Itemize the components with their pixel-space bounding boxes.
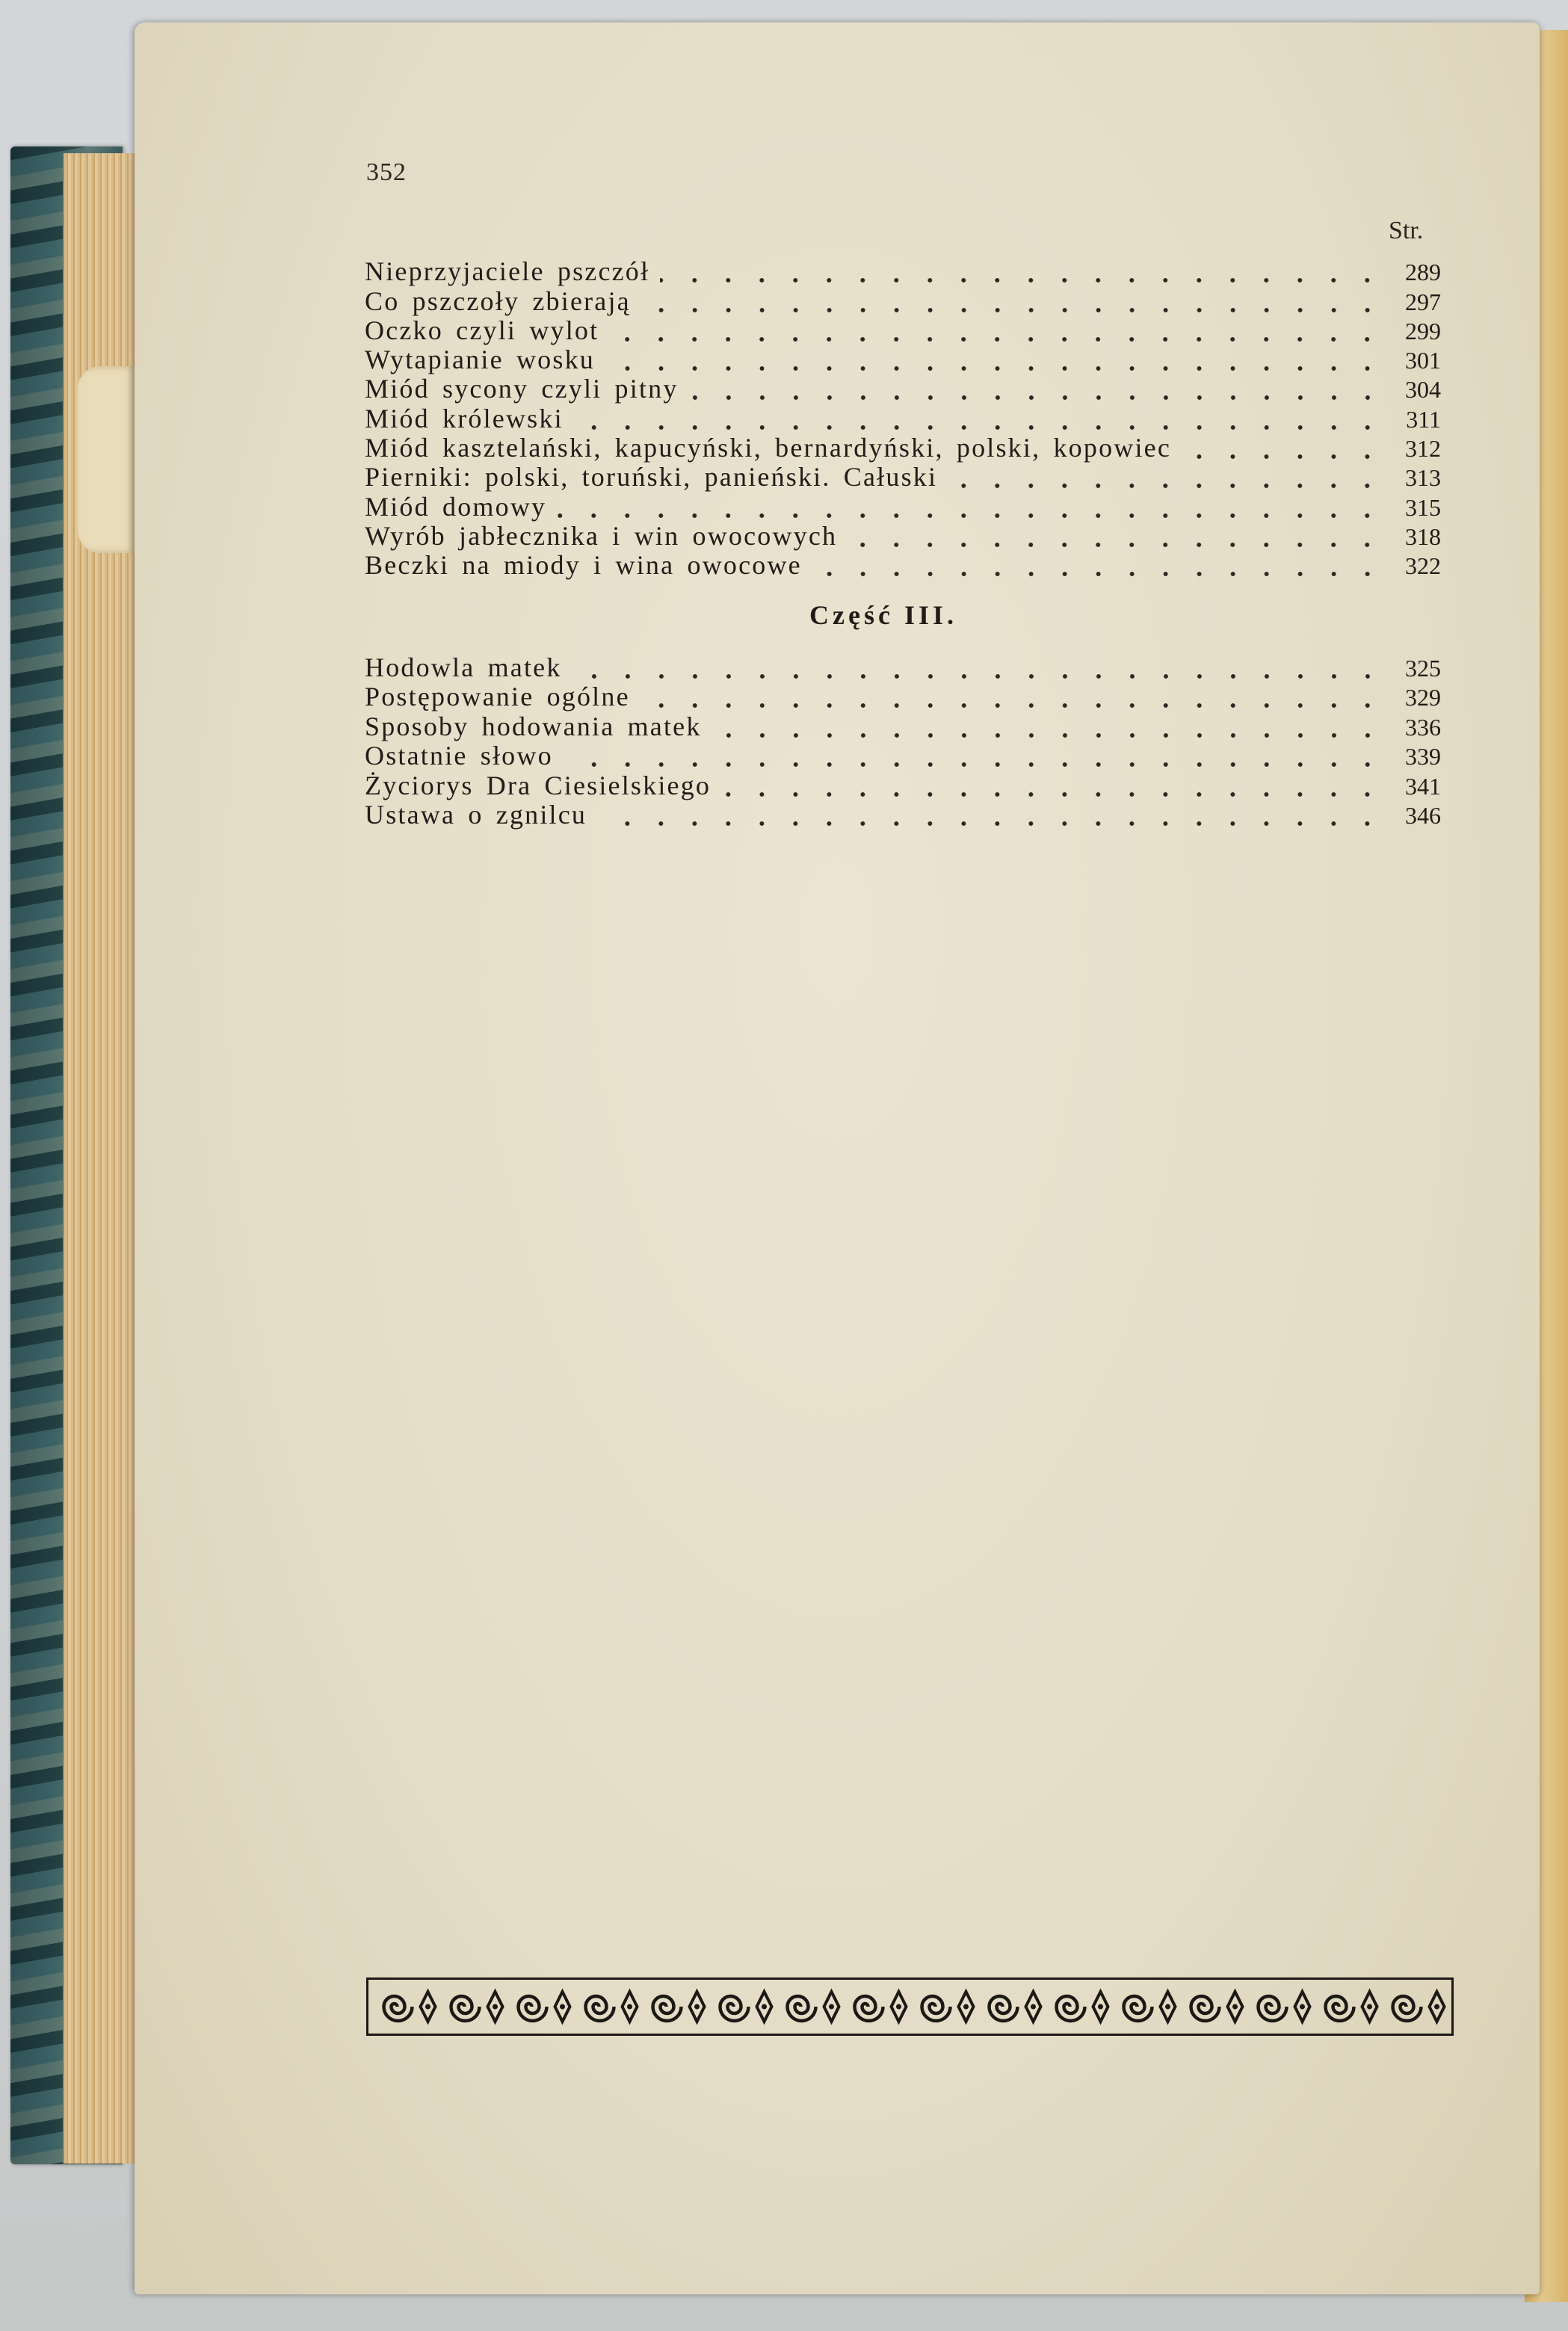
dot-leader: [848, 529, 1384, 549]
ornament-spiral: [1191, 1996, 1220, 2021]
toc-entry-page: 304: [1405, 376, 1441, 403]
ornament-dot: [896, 2004, 901, 2010]
dot-leader: [597, 808, 1384, 827]
dot-leader: [641, 294, 1384, 314]
toc-entry-page: 313: [1405, 464, 1441, 491]
dot-leader: [812, 558, 1384, 578]
toc-entry-title: Miód sycony czyli pitny: [365, 374, 679, 404]
toc-entry: [365, 461, 1441, 491]
toc-entry: [365, 403, 1441, 433]
dot-leader: [689, 382, 1384, 401]
toc-entry-page: 301: [1405, 347, 1441, 374]
toc-entry: [365, 491, 1441, 521]
toc-entry: [365, 256, 1441, 285]
toc-entry: [365, 681, 1441, 711]
toc-entry: [365, 315, 1441, 345]
toc-entry-page: 329: [1405, 684, 1441, 711]
toc-entry-page: 322: [1405, 552, 1441, 579]
toc-entry-page: 336: [1405, 714, 1441, 741]
toc-entry-title: Ustawa o zgnilcu: [365, 800, 587, 830]
ornament-spiral: [990, 1996, 1018, 2021]
toc-entry-title: Miód domowy: [365, 492, 547, 522]
ornament-spiral: [1326, 1996, 1354, 2021]
ornament-spiral: [1057, 1996, 1085, 2021]
toc-entry-title: Nieprzyjaciele pszczół: [365, 256, 650, 286]
toc-entry-title: Hodowla matek: [365, 652, 562, 682]
toc-entry-title: Pierniki: polski, toruński, panieński. Całuski: [365, 462, 938, 492]
toc-entry: [365, 344, 1441, 374]
dot-leader: [948, 470, 1384, 490]
toc-entry-title: Sposoby hodowania matek: [365, 711, 702, 741]
ornament-spiral: [653, 1996, 682, 2021]
toc-entry: [365, 740, 1441, 770]
toc-entry: [365, 373, 1441, 403]
ornament-spiral: [1124, 1996, 1152, 2021]
dot-leader: [1182, 441, 1384, 460]
toc-entry-page: 297: [1405, 288, 1441, 315]
toc-entry-title: Postępowanie ogólne: [365, 682, 630, 711]
toc-entry-page: 341: [1405, 773, 1441, 800]
dot-leader: [574, 412, 1384, 431]
toc-entry-title: Miód królewski: [365, 404, 564, 433]
ornament-spiral: [720, 1996, 749, 2021]
ornament-spiral: [1393, 1996, 1422, 2021]
ornament-spiral: [451, 1996, 480, 2021]
ornament-dot: [694, 2004, 700, 2010]
ornament-dot: [1300, 2004, 1305, 2010]
ornament-dot: [493, 2004, 498, 2010]
toc-entry-page: 315: [1405, 494, 1441, 521]
page-column-header: Str.: [1389, 217, 1424, 244]
ornament-dot: [1232, 2004, 1238, 2010]
toc-entry-title: Życiorys Dra Ciesielskiego: [365, 771, 712, 800]
toc-entry-title: Wytapianie wosku: [365, 345, 595, 374]
ornament-spiral: [519, 1996, 547, 2021]
ornament-dot: [1165, 2004, 1170, 2010]
ornament-dot: [1434, 2004, 1439, 2010]
toc-entry: [365, 432, 1441, 462]
ornament-dot: [762, 2004, 767, 2010]
toc-entry-page: 312: [1405, 435, 1441, 462]
dot-leader: [721, 779, 1384, 798]
toc-entry: [365, 711, 1441, 741]
ornament-dot: [829, 2004, 834, 2010]
ornament-spiral: [922, 1996, 951, 2021]
dot-leader: [712, 720, 1384, 739]
torn-paper-tab: [78, 366, 136, 553]
dot-leader: [641, 690, 1384, 709]
page-number: 352: [366, 158, 407, 186]
toc-entry: [365, 770, 1441, 800]
ornament-dot: [1098, 2004, 1103, 2010]
toc-entry: [365, 799, 1441, 829]
dot-leader: [605, 353, 1384, 372]
ornament-dot: [1031, 2004, 1036, 2010]
ornament-dot: [963, 2004, 969, 2010]
toc-entry-title: Ostatnie słowo: [365, 741, 553, 771]
dot-leader: [660, 265, 1384, 284]
toc-entry-page: 339: [1405, 743, 1441, 770]
toc-entry-page: 311: [1406, 406, 1441, 433]
toc-entry-page: 318: [1405, 523, 1441, 550]
ornament-spiral: [384, 1996, 413, 2021]
dot-leader: [572, 661, 1384, 680]
toc-entry-title: Oczko czyli wylot: [365, 315, 599, 345]
dot-leader: [564, 749, 1384, 768]
toc-entry-title: Co pszczoły zbierają: [365, 286, 631, 316]
toc-entry-title: Wyrób jabłecznika i win owocowych: [365, 521, 838, 551]
toc-entry: [365, 285, 1441, 315]
toc-entry-title: Miód kasztelański, kapucyński, bernardyński, polski, kopowiec: [365, 433, 1172, 463]
toc-entry: [365, 520, 1441, 550]
ornament-dot: [425, 2004, 430, 2010]
ornament-dot: [1367, 2004, 1372, 2010]
toc-entry-page: 325: [1405, 655, 1441, 682]
ornament-spiral: [1259, 1996, 1287, 2021]
toc-entry-page: 299: [1405, 318, 1441, 345]
ornament-dot: [627, 2004, 632, 2010]
ornament-dot: [560, 2004, 565, 2010]
dot-leader: [609, 324, 1384, 343]
dot-leader: [557, 500, 1384, 519]
toc-entry-page: 289: [1405, 259, 1441, 285]
toc-entry: [365, 549, 1441, 579]
toc-entry-title: Beczki na miody i wina owocowe: [365, 550, 802, 580]
ornament-spiral: [788, 1996, 816, 2021]
ornament-spiral: [586, 1996, 614, 2021]
ornament-pattern: [368, 1980, 1451, 2034]
ornament-spiral: [855, 1996, 883, 2021]
toc-entry-page: 346: [1405, 802, 1441, 829]
toc-entry: [365, 652, 1441, 682]
ornamental-border: [366, 1978, 1454, 2036]
section-heading: Część III.: [809, 600, 957, 630]
